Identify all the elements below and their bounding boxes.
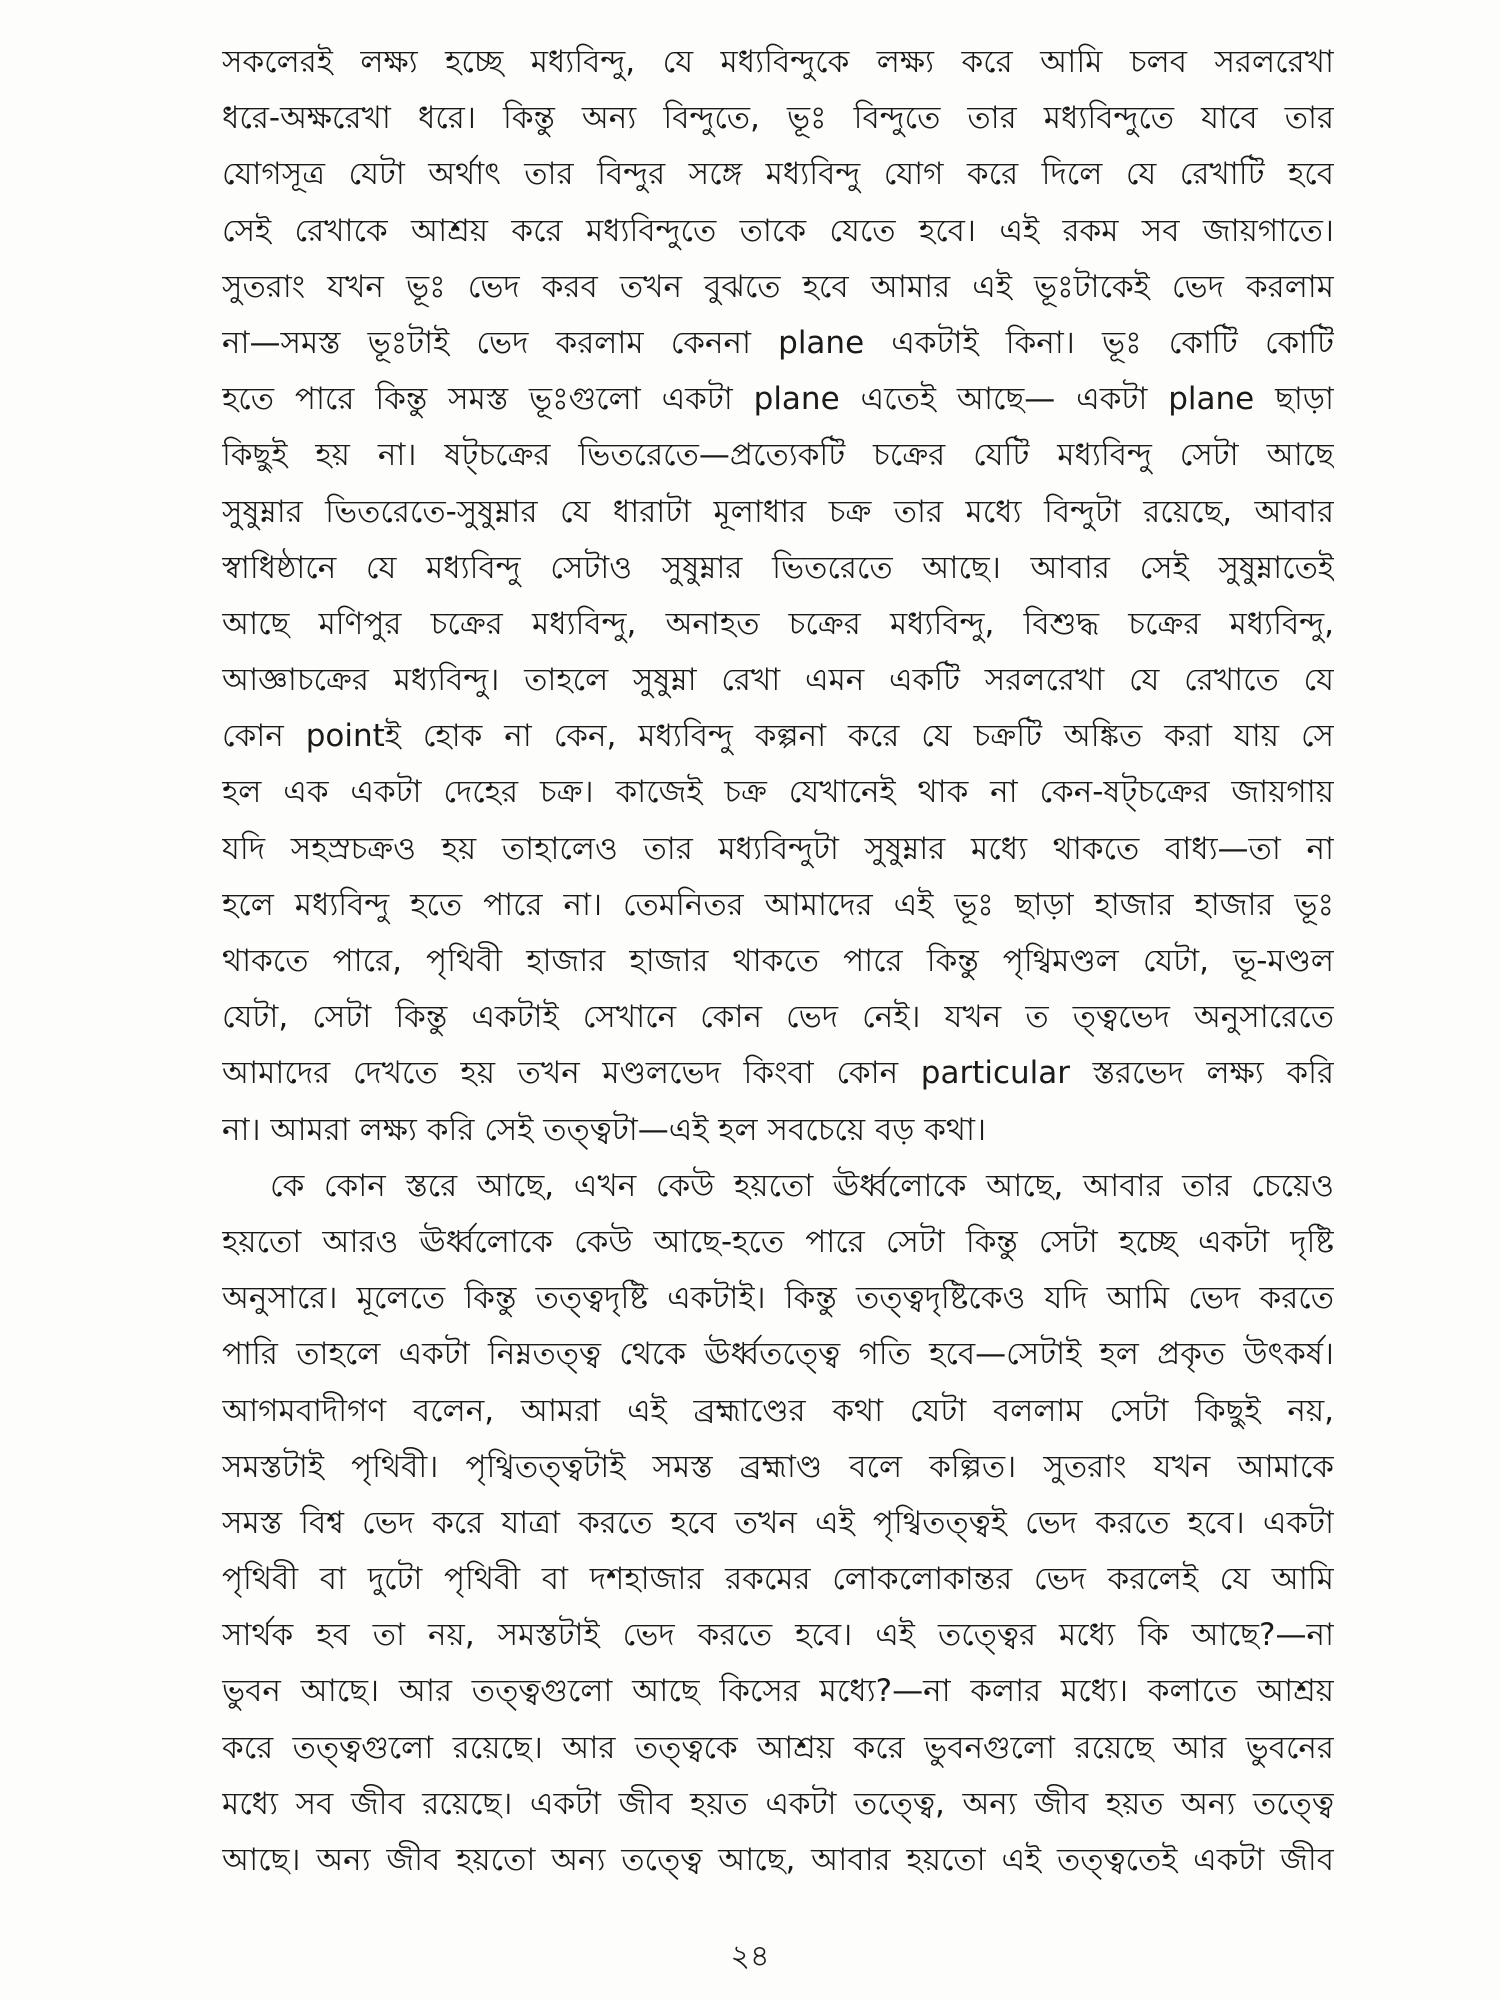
text-line: সমস্তটাই পৃথিবী। পৃথ্বিতত্ত্বটাই সমস্ত ব্রহ্মাণ্ড বলে কল্পিত। সুতরাং যখন আমাকে (222, 1448, 1334, 1485)
text-line: হতে পারে কিন্তু সমস্ত ভূঃগুলো একটা plane এতেই আছে— একটা plane ছাড়া (222, 381, 1334, 418)
text-line: না। আমরা লক্ষ্য করি সেই তত্ত্বটা—এই হল সবচেয়ে বড় কথা। (222, 1111, 987, 1148)
text-line: আজ্ঞাচক্রের মধ্যবিন্দু। তাহলে সুষুম্না রেখা এমন একটি সরলরেখা যে রেখাতে যে (222, 662, 1334, 699)
text-line: সুষুম্নার ভিতরেতে-সুষুম্নার যে ধারাটা মূলাধার চক্র তার মধ্যে বিন্দুটা রয়েছে, আবার (222, 493, 1334, 530)
text-line: সমস্ত বিশ্ব ভেদ করে যাত্রা করতে হবে তখন এই পৃথ্বিতত্ত্বই ভেদ করতে হবে। একটা (222, 1504, 1334, 1541)
text-line: পারি তাহলে একটা নিম্নতত্ত্ব থেকে ঊর্ধ্বতত্ত্বে গতি হবে—সেটাই হল প্রকৃত উৎকর্ষ। (222, 1336, 1334, 1373)
text-line: যেটা, সেটা কিন্তু একটাই সেখানে কোন ভেদ নেই। যখন ত ত্ত্বভেদ অনুসারেতে (222, 999, 1334, 1036)
text-line: সুতরাং যখন ভূঃ ভেদ করব তখন বুঝতে হবে আমার এই ভূঃটাকেই ভেদ করলাম (222, 268, 1334, 305)
text-line: হল এক একটা দেহের চক্র। কাজেই চক্র যেখানেই থাক না কেন-ষট্চক্রের জায়গায় (222, 774, 1334, 811)
text-line: থাকতে পারে, পৃথিবী হাজার হাজার থাকতে পারে কিন্তু পৃথ্বিমণ্ডল যেটা, ভূ-মণ্ডল (222, 943, 1334, 979)
text-line: কে কোন স্তরে আছে, এখন কেউ হয়তো ঊর্ধ্বলোকে আছে, আবার তার চেয়েও (270, 1167, 1334, 1204)
text-line: ধরে-অক্ষরেখা ধরে। কিন্তু অন্য বিন্দুতে, ভূঃ বিন্দুতে তার মধ্যবিন্দুতে যাবে তার (222, 100, 1334, 137)
text-line: হলে মধ্যবিন্দু হতে পারে না। তেমনিতর আমাদের এই ভূঃ ছাড়া হাজার হাজার ভূঃ (222, 886, 1334, 923)
text-line: করে তত্ত্বগুলো রয়েছে। আর তত্ত্বকে আশ্রয় করে ভুবনগুলো রয়েছে আর ভুবনের (222, 1729, 1334, 1766)
paragraph-1 (222, 34, 1334, 1158)
text-line: কিছুই হয় না। ষট্চক্রের ভিতরেতে—প্রত্যেকটি চক্রের যেটি মধ্যবিন্দু সেটা আছে (222, 437, 1334, 474)
text-line: সকলেরই লক্ষ্য হচ্ছে মধ্যবিন্দু, যে মধ্যবিন্দুকে লক্ষ্য করে আমি চলব সরলরেখা (222, 44, 1334, 80)
text-line: যদি সহস্রচক্রও হয় তাহালেও তার মধ্যবিন্দুটা সুষুম্নার মধ্যে থাকতে বাধ্য—তা না (222, 830, 1334, 867)
text-line: মধ্যে সব জীব রয়েছে। একটা জীব হয়ত একটা তত্ত্বে, অন্য জীব হয়ত অন্য তত্ত্বে (222, 1785, 1334, 1822)
text-line: স্বাধিষ্ঠানে যে মধ্যবিন্দু সেটাও সুষুম্নার ভিতরেতে আছে। আবার সেই সুষুম্নাতেই (222, 549, 1334, 586)
text-line: অনুসারে। মূলেতে কিন্তু তত্ত্বদৃষ্টি একটাই। কিন্তু তত্ত্বদৃষ্টিকেও যদি আমি ভেদ করতে (222, 1280, 1334, 1317)
text-line: না—সমস্ত ভূঃটাই ভেদ করলাম কেননা plane একটাই কিনা। ভূঃ কোটি কোটি (222, 324, 1334, 361)
text-line: ভুবন আছে। আর তত্ত্বগুলো আছে কিসের মধ্যে?—না কলার মধ্যে। কলাতে আশ্রয় (222, 1673, 1334, 1710)
page-number: ২৪ (730, 1939, 770, 1974)
text-line: আছে মণিপুর চক্রের মধ্যবিন্দু, অনাহত চক্রের মধ্যবিন্দু, বিশুদ্ধ চক্রের মধ্যবিন্দু, (222, 605, 1334, 642)
paragraph-2 (222, 1158, 1334, 1888)
text-line: যোগসূত্র যেটা অর্থাৎ তার বিন্দুর সঙ্গে মধ্যবিন্দু যোগ করে দিলে যে রেখাটি হবে (222, 156, 1334, 193)
text-line: আছে। অন্য জীব হয়তো অন্য তত্ত্বে আছে, আবার হয়তো এই তত্ত্বতেই একটা জীব (222, 1842, 1334, 1878)
text-line: পৃথিবী বা দুটো পৃথিবী বা দশহাজার রকমের লোকলোকান্তর ভেদ করলেই যে আমি (222, 1561, 1334, 1598)
text-line: হয়তো আরও ঊর্ধ্বলোকে কেউ আছে-হতে পারে সেটা কিন্তু সেটা হচ্ছে একটা দৃষ্টি (222, 1223, 1334, 1260)
text-line: আগমবাদীগণ বলেন, আমরা এই ব্রহ্মাণ্ডের কথা যেটা বললাম সেটা কিছুই নয়, (222, 1392, 1334, 1429)
text-line: সেই রেখাকে আশ্রয় করে মধ্যবিন্দুতে তাকে যেতে হবে। এই রকম সব জায়গাতে। (222, 212, 1334, 249)
text-line: সার্থক হব তা নয়, সমস্তটাই ভেদ করতে হবে। এই তত্ত্বের মধ্যে কি আছে?—না (222, 1617, 1334, 1654)
text-line: কোন pointই হোক না কেন, মধ্যবিন্দু কল্পনা করে যে চক্রটি অঙ্কিত করা যায় সে (222, 718, 1334, 755)
text-line: আমাদের দেখতে হয় তখন মণ্ডলভেদ কিংবা কোন particular স্তরভেদ লক্ষ্য করি (222, 1055, 1334, 1092)
body-text (222, 34, 1334, 1888)
